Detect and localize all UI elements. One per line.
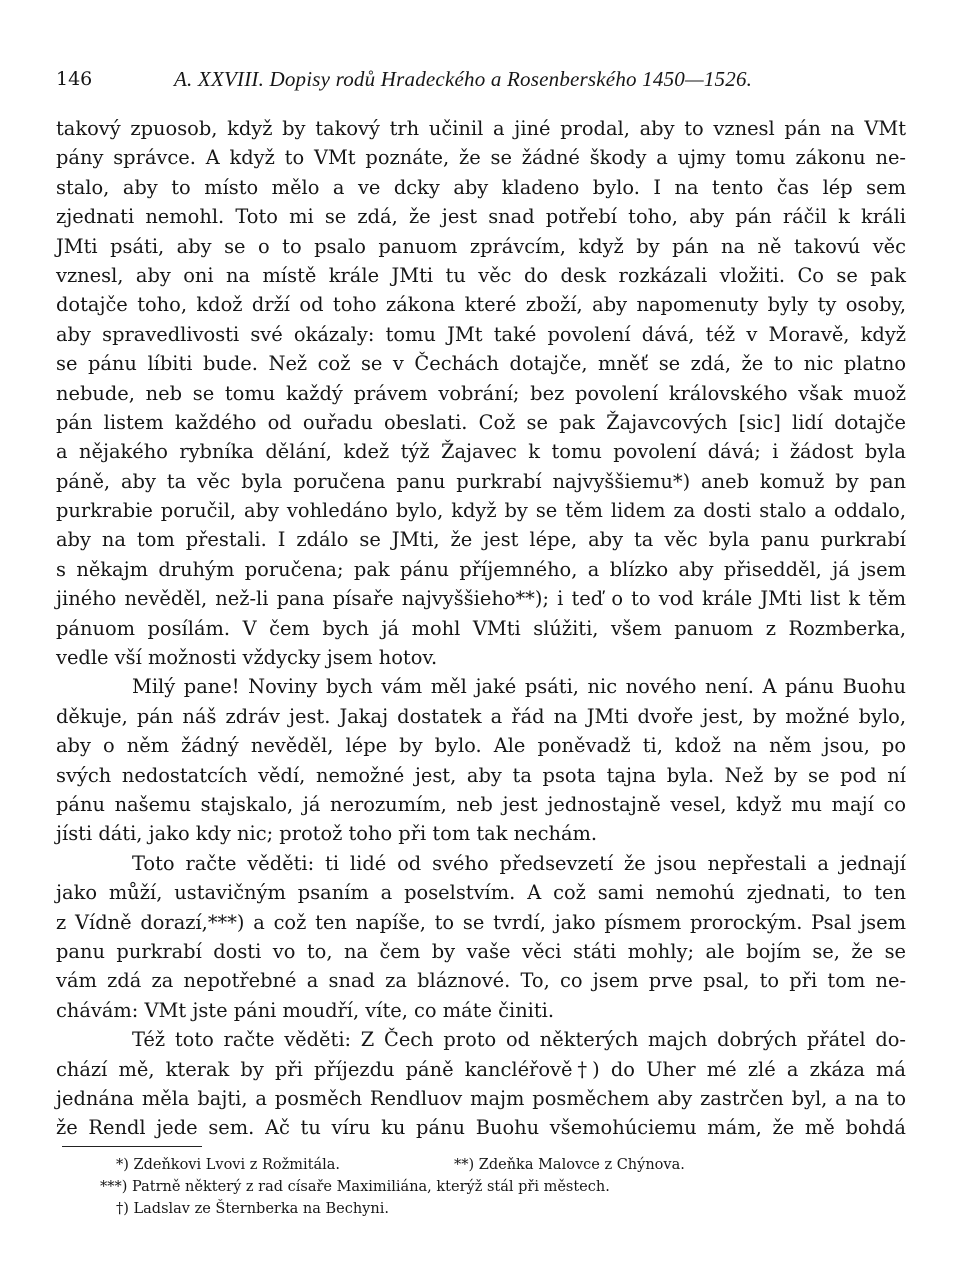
text-line: aby na tom přestali. I zdálo se JMti, že jest lépe, aby ta věc byla panu purkrabí xyxy=(56,528,906,552)
footnote-row xyxy=(56,1198,906,1220)
text-line: se pánu líbiti bude. Než což se v Čechách dotajče, mněť se zdá, že to nic platno xyxy=(56,352,906,376)
footnote-3: ***) Patrně některý z rad císaře Maximiliána, kterýž stál při městech. xyxy=(100,1179,610,1195)
text-line: chází mě, kterak by při příjezdu páně kancléřově†) do Uher mé zlé a zkáza má xyxy=(56,1057,906,1081)
text-line: Milý pane! Noviny bych vám měl jaké psáti, nic nového není. A pánu Buohu xyxy=(132,675,906,699)
text-line: svých nedostatcích vědí, nemožné jest, aby ta psota tajna byla. Než by se pod ní xyxy=(56,763,906,787)
text-line: jako můží, ustavičným psaním a poselstvím. A což sami nemohú zjednati, to ten xyxy=(56,881,906,905)
page-number: 146 xyxy=(56,68,93,90)
text-line: jednána měla bajti, a posměch Rendluov majm posměchem aby zastrčen byl, a na to xyxy=(56,1086,906,1110)
text-line: pán listem každého od ouřadu obeslati. Což se pak Žajavcových [sic] lidí dotajče xyxy=(56,410,906,434)
text-line: dotajče toho, kdož drží od toho zákona které zboží, aby napomenuty byly ty osoby, xyxy=(56,293,906,317)
text-line: JMti psáti, aby se o to psalo panuom zprávcím, když by pán na ně takovú věc xyxy=(56,234,906,258)
text-line: z Vídně dorazí,***) a což ten napíše, to se tvrdí, jako písmem prorockým. Psal jsem xyxy=(56,910,906,934)
text-line: aby spravedlivosti své okázaly: tomu JMt také povolení dává, též v Moravě, když xyxy=(56,322,906,346)
footnotes xyxy=(56,1154,906,1220)
text-line: stalo, aby to místo mělo a ve dcky aby kladeno bylo. I na tento čas lép sem xyxy=(56,175,906,199)
footnote-1: *) Zdeňkovi Lvovi z Rožmitála. xyxy=(116,1157,341,1173)
text-line: aby o něm žádný nevěděl, lépe by bylo. Ale poněvadž ti, kdož na něm jsou, po xyxy=(56,734,906,758)
text-line: pánu našemu stajskalo, já nerozumím, neb jest jednostajně vesel, když mu mají co xyxy=(56,792,906,816)
text-line: panu purkrabí dosti vo to, na čem by vaše věci státi mohly; ale bojím se, že se xyxy=(56,939,906,963)
text-line: a nějakého rybníka dělání, kdež týž Žajavec k tomu povolení dává; i žádost byla xyxy=(56,440,906,464)
text-line: zjednati nemohl. Toto mi se zdá, že jest snad potřebí toho, aby pán ráčil k králi xyxy=(56,205,906,229)
text-line: vedle vší možnosti vždycky jsem hotov. xyxy=(56,646,438,670)
footnote-4: †) Ladslav ze Šternberka na Bechyni. xyxy=(116,1201,389,1217)
text-line: pánuom posílám. V čem bych já mohl VMti slúžiti, všem panuom z Rozmberka, xyxy=(56,616,906,640)
text-line: takový zpuosob, když by takový trh učinil a jiné prodal, aby to vznesl pán na VMt xyxy=(56,117,906,140)
text-line: páně, aby ta věc byla poručena panu purkrabí najvyššiemu*) aneb komuž by pan xyxy=(56,469,906,493)
running-title: A. XXVIII. Dopisy rodů Hradeckého a Rosenberského 1450—1526. xyxy=(174,67,753,91)
footnote-2: **) Zdeňka Malovce z Chýnova. xyxy=(454,1157,685,1173)
text-line: vznesl, aby oni na místě krále JMti tu věc do desk rozkázali vložiti. Co se pak xyxy=(56,263,906,287)
text-line: děkuje, pán náš zdráv jest. Jakaj dostatek a řád na JMti dvoře jest, by možné bylo, xyxy=(56,704,906,728)
text-line: purkrabie poručil, aby vohledáno bylo, když by se těm lidem za dosti stalo a oddalo, xyxy=(56,499,906,523)
text-line: jiného nevěděl, než-li pana písaře najvyššieho**); i teď o to vod krále JMti list k těm xyxy=(56,587,906,611)
text-line: nebude, neb se tomu každý právem vobrání; bez povolení královského však muož xyxy=(56,381,906,405)
text-line: Toto račte věděti: ti lidé od svého předsevzetí že jsou nepřestali a jednají xyxy=(132,851,906,875)
text-line: že Rendl jede sem. Ač tu víru ku pánu Buohu všemohúciemu mám, že mě bohdá xyxy=(56,1116,906,1140)
text-line: pány správce. A když to VMt poznáte, že se žádné škody a ujmy tomu zákonu ne- xyxy=(56,146,906,170)
page-header xyxy=(56,62,906,96)
footnote-divider xyxy=(62,1146,202,1147)
footnote-row xyxy=(56,1154,906,1176)
text-line: vám zdá za nepotřebné a snad za bláznové. To, co jsem prve psal, to při tom ne- xyxy=(56,969,906,993)
document-page xyxy=(56,0,906,1280)
body-text xyxy=(56,114,906,1143)
text-line: jísti dáti, jako kdy nic; protož toho při tom tak nechám. xyxy=(56,822,598,846)
footnote-row xyxy=(56,1176,906,1198)
text-line: chávám: VMt jste páni moudří, víte, co máte činiti. xyxy=(56,998,555,1022)
text-line: s někajm druhým poručena; pak pánu příjemného, a blízko aby přisedděl, já jsem xyxy=(56,557,906,581)
text-line: Též toto račte věděti: Z Čech proto od některých majch dobrých přátel do- xyxy=(132,1028,906,1052)
